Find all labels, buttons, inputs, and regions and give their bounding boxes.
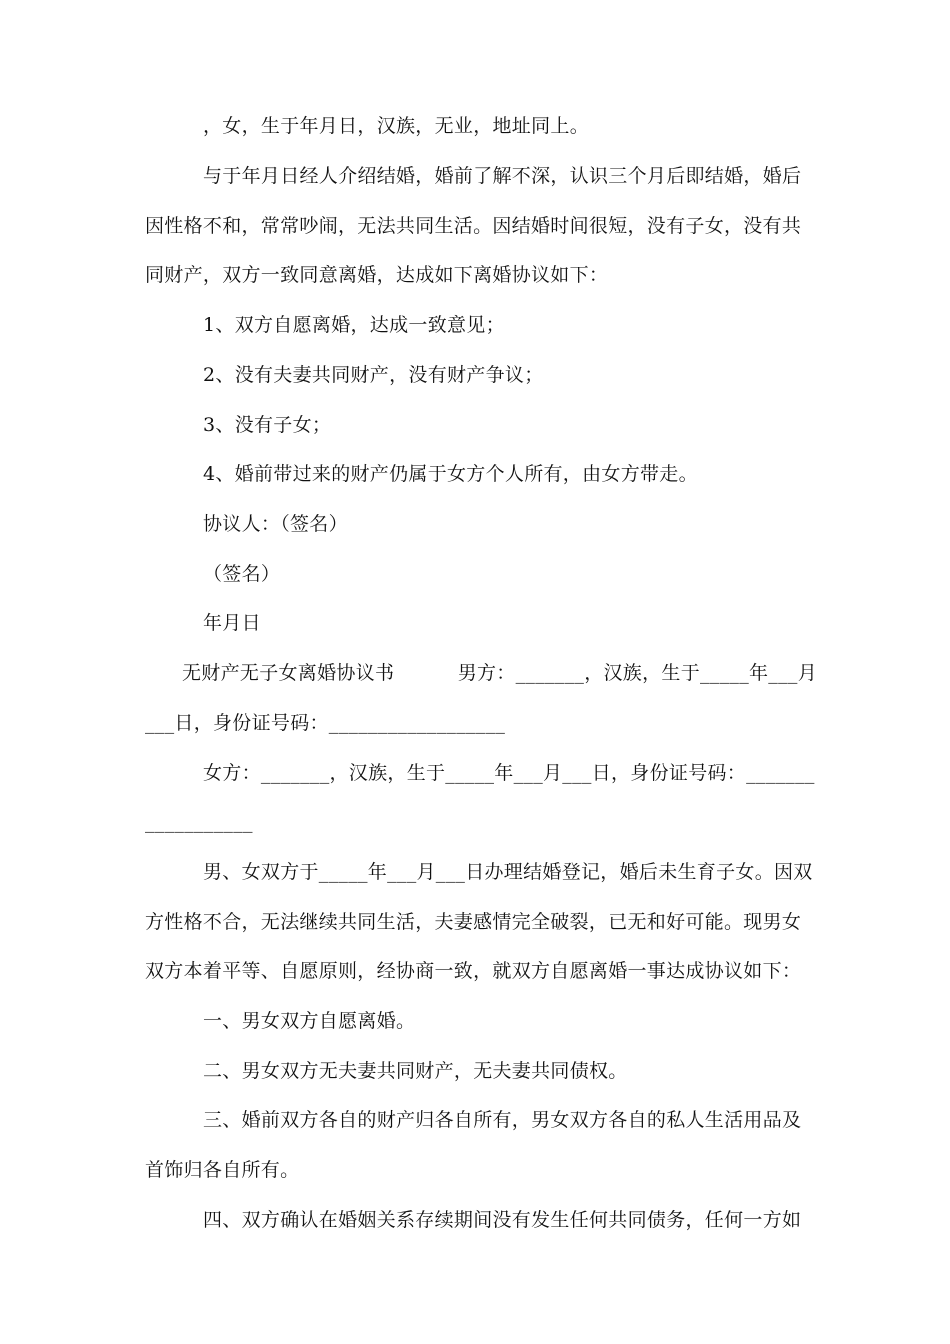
paragraph-line: 同财产，双方一致同意离婚，达成如下离婚协议如下： — [145, 264, 609, 286]
agreement-title-line: 无财产无子女离婚协议书 男方：_______，汉族，生于_____年___月 — [182, 662, 817, 684]
signature-label: （签名） — [203, 563, 281, 585]
paragraph-line: ，女，生于年月日，汉族，无业，地址同上。 — [203, 115, 590, 137]
paragraph-line: 双方本着平等、自愿原则，经协商一致，就双方自愿离婚一事达成协议如下： — [145, 960, 802, 982]
paragraph-line: ___________ — [145, 811, 253, 833]
clause-item: 三、婚前双方各自的财产归各自所有，男女双方各自的私人生活用品及 — [203, 1109, 802, 1131]
list-item: 4、婚前带过来的财产仍属于女方个人所有，由女方带走。 — [203, 463, 698, 485]
list-item: 3、没有子女； — [203, 414, 332, 436]
paragraph-line: 男、女双方于_____年___月___日办理结婚登记，婚后未生育子女。因双 — [203, 861, 813, 883]
clause-item: 二、男女双方无夫妻共同财产，无夫妻共同债权。 — [203, 1060, 628, 1082]
paragraph-line: 女方：_______，汉族，生于_____年___月___日，身份证号码：_______ — [203, 762, 815, 784]
list-item: 2、没有夫妻共同财产，没有财产争议； — [203, 364, 544, 386]
date-label: 年月日 — [203, 612, 261, 634]
paragraph-line: 方性格不合，无法继续共同生活，夫妻感情完全破裂，已无和好可能。现男女 — [145, 911, 802, 933]
list-item: 1、双方自愿离婚，达成一致意见； — [203, 314, 505, 336]
clause-item: 四、双方确认在婚姻关系存续期间没有发生任何共同债务，任何一方如 — [203, 1209, 802, 1231]
paragraph-line: 与于年月日经人介绍结婚，婚前了解不深，认识三个月后即结婚，婚后 — [203, 165, 802, 187]
signature-label: 协议人：（签名） — [203, 513, 348, 535]
paragraph-line: 因性格不和，常常吵闹，无法共同生活。因结婚时间很短，没有子女，没有共 — [145, 215, 802, 237]
clause-item: 一、男女双方自愿离婚。 — [203, 1010, 416, 1032]
paragraph-line: ___日，身份证号码：__________________ — [145, 712, 506, 734]
clause-item: 首饰归各自所有。 — [145, 1159, 300, 1181]
